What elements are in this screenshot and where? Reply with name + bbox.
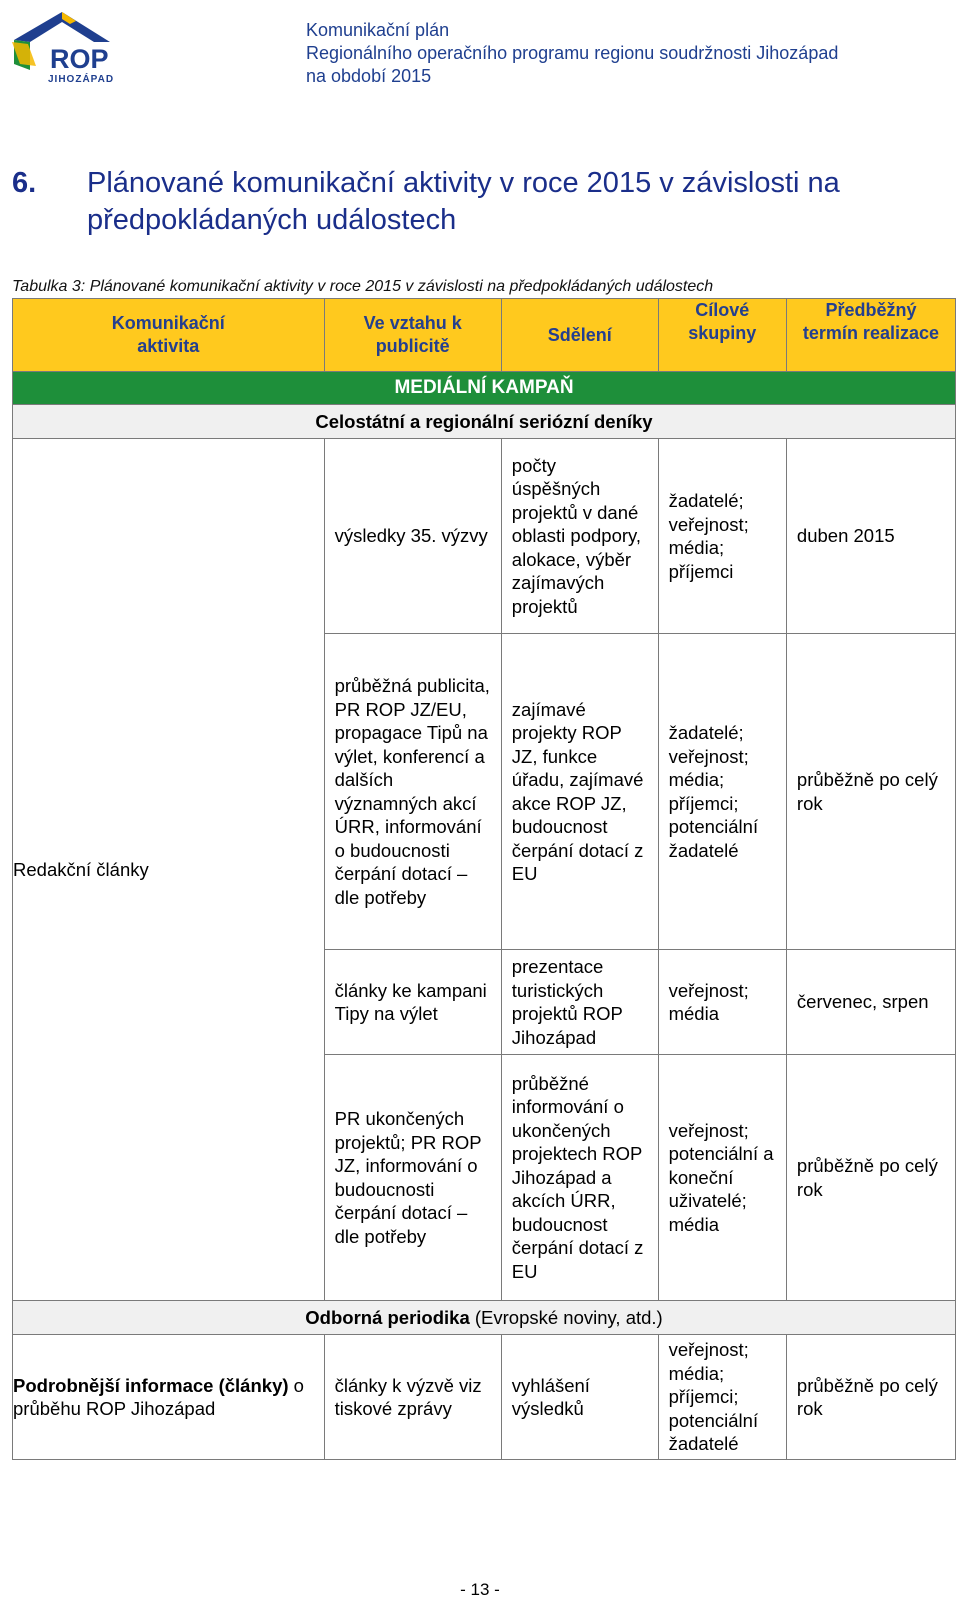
document-header	[306, 19, 838, 88]
col-header-term: Předběžný termín realizace	[786, 299, 955, 372]
header-row	[13, 299, 956, 372]
term-cell: červenec, srpen	[786, 950, 955, 1055]
col-header-target-groups: Cílové skupiny	[658, 299, 786, 372]
target-groups-cell: veřejnost; potenciální a koneční uživatelé; média	[658, 1055, 786, 1301]
col-header-activity: Komunikační aktivita	[13, 299, 325, 372]
activity-2-bold: Podrobnější informace (články)	[13, 1374, 289, 1396]
section-title: Plánované komunikační aktivity v roce 2015 v závislosti na předpokládaných událostech	[87, 167, 840, 236]
section-number: 6.	[12, 167, 37, 199]
term-cell: průběžně po celý rok	[786, 634, 955, 950]
message-cell: počty úspěšných projektů v dané oblasti podpory, alokace, výběr zajímavých projektů	[501, 439, 658, 634]
target-groups-cell: žadatelé; veřejnost; média; příjemci; potenciální žadatelé	[658, 634, 786, 950]
group-label-periodicals-rest: (Evropské noviny, atd.)	[469, 1306, 663, 1328]
publicity-cell: články ke kampani Tipy na výlet	[324, 950, 501, 1055]
logo-subtext: JIHOZÁPAD	[48, 74, 115, 85]
group-label-periodicals	[13, 1301, 956, 1335]
message-cell: vyhlášení výsledků	[501, 1335, 658, 1460]
activity-cell: Redakční články	[13, 439, 325, 1301]
target-groups-cell: žadatelé; veřejnost; média; příjemci	[658, 439, 786, 634]
target-groups-cell: veřejnost; média	[658, 950, 786, 1055]
message-cell: prezentace turistických projektů ROP Jihozápad	[501, 950, 658, 1055]
term-cell: průběžně po celý rok	[786, 1055, 955, 1301]
activity-2-rest: o průběhu ROP Jihozápad	[13, 1374, 304, 1419]
publicity-cell: články k výzvě viz tiskové zprávy	[324, 1335, 501, 1460]
message-cell: průběžné informování o ukončených projektech ROP Jihozápad a akcích ÚRR, budoucnost čerpání dotací z EU	[501, 1055, 658, 1301]
group-row-periodicals	[13, 1301, 956, 1335]
col-header-publicity: Ve vztahu k publicitě	[324, 299, 501, 372]
header-line-1: Komunikační plán	[306, 20, 450, 40]
publicity-cell: PR ukončených projektů; PR ROP JZ, informování o budoucnosti čerpání dotací – dle potřeby	[324, 1055, 501, 1301]
table-row	[13, 439, 956, 634]
group-label-periodicals-bold: Odborná periodika	[305, 1306, 470, 1328]
col-header-message: Sdělení	[501, 299, 658, 372]
term-cell: průběžně po celý rok	[786, 1335, 955, 1460]
group-row-dailies	[13, 405, 956, 439]
group-label-dailies: Celostátní a regionální seriózní deníky	[13, 405, 956, 439]
campaign-row	[13, 372, 956, 405]
logo-text: ROP	[50, 44, 109, 74]
header-line-2: Regionálního operačního programu regionu soudržnosti Jihozápad	[306, 43, 839, 63]
publicity-cell: průběžná publicita, PR ROP JZ/EU, propagace Tipů na výlet, konferencí a dalších významných akcí ÚRR, informování o budoucnosti čerpání dotací – dle potřeby	[324, 634, 501, 950]
term-cell: duben 2015	[786, 439, 955, 634]
table-row	[13, 1335, 956, 1460]
table-caption: Tabulka 3: Plánované komunikační aktivity v roce 2015 v závislosti na předpokládaných událostech	[12, 278, 714, 295]
message-cell: zajímavé projekty ROP JZ, funkce úřadu, zajímavé akce ROP JZ, budoucnost čerpání dotací z EU	[501, 634, 658, 950]
activity-cell-2	[13, 1335, 325, 1460]
publicity-cell: výsledky 35. výzvy	[324, 439, 501, 634]
header-line-3: na období 2015	[306, 66, 432, 86]
target-groups-cell: veřejnost; média; příjemci; potenciální žadatelé	[658, 1335, 786, 1460]
activities-table	[12, 298, 956, 1460]
page-number: - 13 -	[460, 1580, 500, 1599]
rop-logo	[10, 6, 128, 86]
campaign-label: MEDIÁLNÍ KAMPAŇ	[13, 372, 956, 405]
